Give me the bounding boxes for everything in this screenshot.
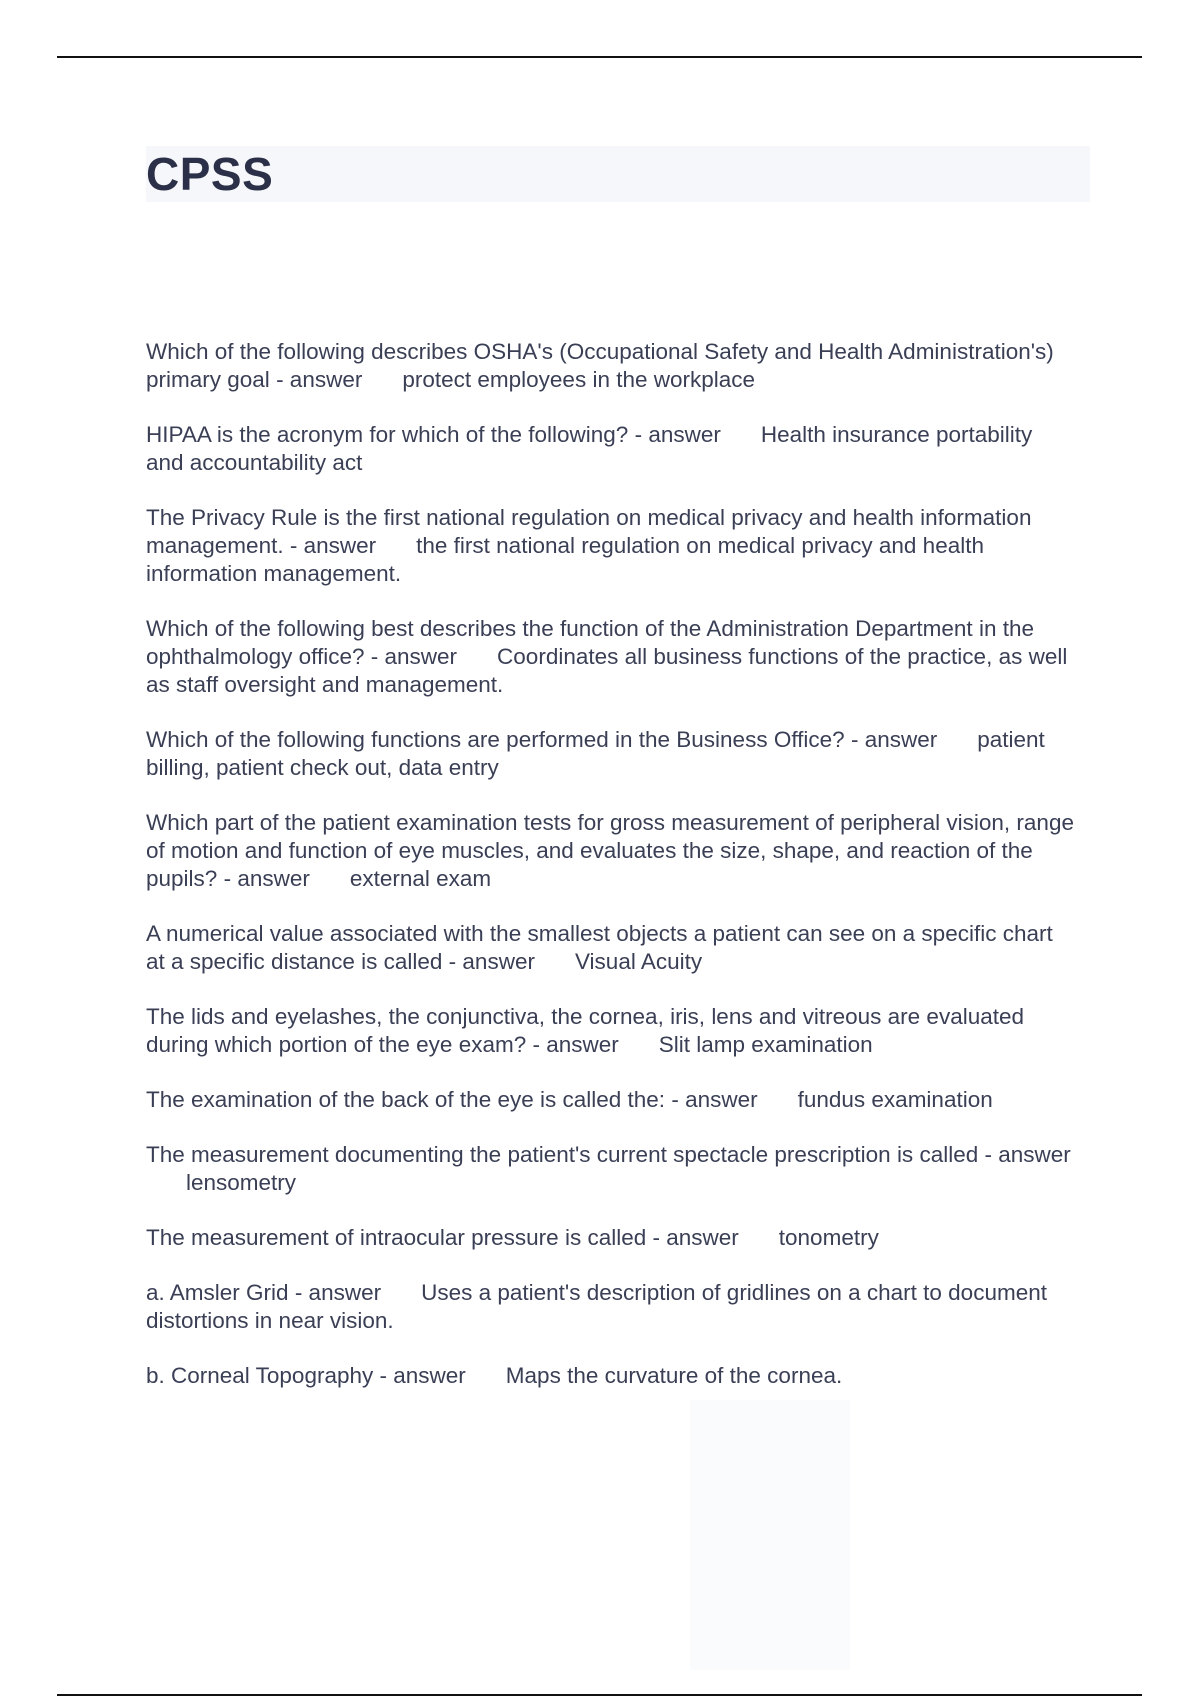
- answer-text: protect employees in the workplace: [402, 367, 756, 392]
- qa-item: [146, 1086, 1076, 1114]
- answer-separator: - answer: [984, 1142, 1071, 1167]
- qa-item: [146, 338, 1076, 394]
- answer-text: Maps the curvature of the cornea.: [505, 1363, 843, 1388]
- answer-separator: - answer: [634, 422, 721, 447]
- top-divider: [57, 56, 1142, 58]
- qa-item: [146, 615, 1076, 699]
- qa-item: [146, 1362, 1076, 1390]
- qa-item: [146, 920, 1076, 976]
- answer-separator: - answer: [671, 1087, 758, 1112]
- document-title: CPSS: [146, 148, 274, 200]
- answer-text: Visual Acuity: [574, 949, 703, 974]
- question-text: Which of the following best describes the function of the Administration Department in the ophthalmology office?: [146, 616, 1034, 669]
- answer-separator: - answer: [289, 533, 377, 558]
- qa-item: [146, 1279, 1076, 1335]
- answer-separator: - answer: [379, 1363, 466, 1388]
- qa-item: [146, 1003, 1076, 1059]
- answer-text: fundus examination: [797, 1087, 993, 1112]
- qa-item: [146, 421, 1076, 477]
- qa-item: [146, 1141, 1076, 1197]
- question-text: The lids and eyelashes, the conjunctiva, the cornea, iris, lens and vitreous are evaluated during which portion of the eye exam?: [146, 1004, 1025, 1057]
- qa-item: [146, 726, 1076, 782]
- answer-text: lensometry: [186, 1170, 297, 1195]
- answer-separator: - answer: [850, 727, 938, 752]
- answer-separator: - answer: [276, 367, 363, 392]
- question-text: The measurement of intraocular pressure is called: [146, 1225, 647, 1250]
- answer-text: Coordinates all business functions of the practice, as well as staff oversight and management.: [146, 644, 1068, 697]
- question-text: HIPAA is the acronym for which of the following?: [146, 422, 629, 447]
- question-text: A numerical value associated with the smallest objects a patient can see on a specific chart at a specific distance is called: [146, 921, 1053, 974]
- qa-item: [146, 809, 1076, 893]
- question-text: Which part of the patient examination tests for gross measurement of peripheral vision, range of motion and function of eye muscles, and evaluates the size, shape, and reaction of the pupils?: [146, 810, 1074, 891]
- answer-separator: - answer: [532, 1032, 619, 1057]
- page-shading: [690, 1400, 850, 1670]
- answer-separator: - answer: [223, 866, 310, 891]
- answer-separator: - answer: [448, 949, 535, 974]
- answer-text: tonometry: [778, 1225, 879, 1250]
- question-text: Which of the following describes OSHA's (Occupational Safety and Health Administration's) primary goal: [146, 339, 1054, 392]
- answer-text: patient billing, patient check out, data entry: [146, 727, 1045, 780]
- question-text: b. Corneal Topography: [146, 1363, 374, 1388]
- question-text: Which of the following functions are performed in the Business Office?: [146, 727, 845, 752]
- answer-text: Health insurance portability and accountability act: [146, 422, 1033, 475]
- qa-item: [146, 504, 1076, 588]
- question-text: The Privacy Rule is the first national regulation on medical privacy and health information management.: [146, 505, 1032, 558]
- answer-separator: - answer: [294, 1280, 382, 1305]
- qa-list: [146, 338, 1076, 1417]
- bottom-divider: [57, 1694, 1142, 1696]
- answer-text: Slit lamp examination: [658, 1032, 873, 1057]
- question-text: The measurement documenting the patient's current spectacle prescription is called: [146, 1142, 979, 1167]
- answer-text: the first national regulation on medical privacy and health information management.: [146, 533, 984, 586]
- answer-separator: - answer: [370, 644, 458, 669]
- question-text: a. Amsler Grid: [146, 1280, 289, 1305]
- title-background: [146, 146, 1090, 202]
- answer-text: external exam: [349, 866, 492, 891]
- answer-separator: - answer: [652, 1225, 739, 1250]
- answer-text: Uses a patient's description of gridlines on a chart to document distortions in near vision.: [146, 1280, 1047, 1333]
- question-text: The examination of the back of the eye is called the:: [146, 1087, 666, 1112]
- qa-item: [146, 1224, 1076, 1252]
